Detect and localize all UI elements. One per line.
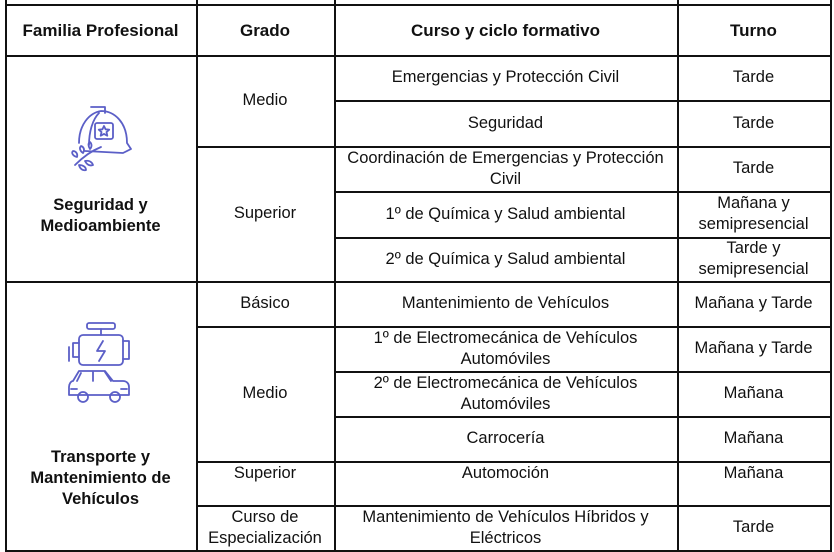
turno-cell: Tarde (732, 518, 775, 536)
course-cell: 2º de Química y Salud ambiental (385, 249, 626, 268)
course-cell: Mantenimiento de Vehículos (401, 294, 610, 312)
row-border (196, 505, 830, 507)
course-cell: Carrocería (466, 429, 545, 447)
course-cell: 1º de Electromecánica de Vehículos Automóviles (373, 328, 638, 368)
header-bottom-border (5, 55, 830, 57)
course-cell: Coordinación de Emergencias y Protección Civil (347, 148, 664, 188)
grade-cell: Superior (233, 464, 297, 482)
row-border (196, 326, 830, 328)
turno-cell: Mañana (723, 464, 784, 482)
turno-cell: Tarde (732, 68, 775, 86)
course-cell: Emergencias y Protección Civil (391, 68, 620, 86)
row-border (196, 146, 830, 148)
column-border (5, 0, 7, 552)
row-border (334, 416, 830, 418)
turno-cell: Mañana (723, 429, 784, 447)
header-curso: Curso y ciclo formativo (411, 20, 600, 40)
column-border (334, 0, 336, 552)
row-border (5, 281, 830, 283)
column-border (196, 0, 198, 552)
row-border (334, 191, 830, 193)
row-border (5, 550, 830, 552)
header-grado: Grado (239, 20, 291, 40)
course-cell: Seguridad (467, 113, 544, 132)
engine-car-icon (63, 321, 139, 413)
family-name: Seguridad y Medioambiente (40, 196, 161, 235)
grade-cell: Curso de Especialización (208, 507, 322, 547)
course-cell: Automoción (461, 464, 550, 482)
family-cell (5, 281, 196, 550)
course-cell: 2º de Electromecánica de Vehículos Automóviles (373, 373, 638, 413)
header-turno: Turno (730, 20, 777, 40)
grade-cell: Medio (242, 384, 288, 402)
turno-cell: Mañana y semipresencial (698, 194, 809, 233)
turno-cell: Tarde (732, 113, 775, 132)
row-border (196, 461, 830, 463)
family-name: Transporte y Mantenimiento de Vehículos (30, 448, 171, 508)
security-helmet-icon (65, 99, 137, 175)
row-border (334, 371, 830, 373)
turno-cell: Tarde y semipresencial (698, 239, 809, 278)
column-border (830, 0, 832, 552)
header-familia: Familia Profesional (22, 20, 179, 40)
column-border (677, 0, 679, 552)
grade-cell: Medio (242, 91, 288, 109)
header-top-border (5, 4, 830, 6)
course-cell: Mantenimiento de Vehículos Híbridos y Eléctricos (362, 507, 649, 547)
turno-cell: Tarde (732, 159, 775, 177)
turno-cell: Mañana y Tarde (694, 339, 813, 357)
grade-cell: Básico (240, 294, 290, 312)
row-border (334, 100, 830, 102)
turno-cell: Mañana (723, 384, 784, 402)
turno-cell: Mañana y Tarde (694, 294, 813, 312)
grade-cell: Superior (233, 204, 297, 222)
course-cell: 1º de Química y Salud ambiental (385, 204, 626, 223)
row-border (334, 237, 830, 239)
family-cell (5, 55, 196, 281)
